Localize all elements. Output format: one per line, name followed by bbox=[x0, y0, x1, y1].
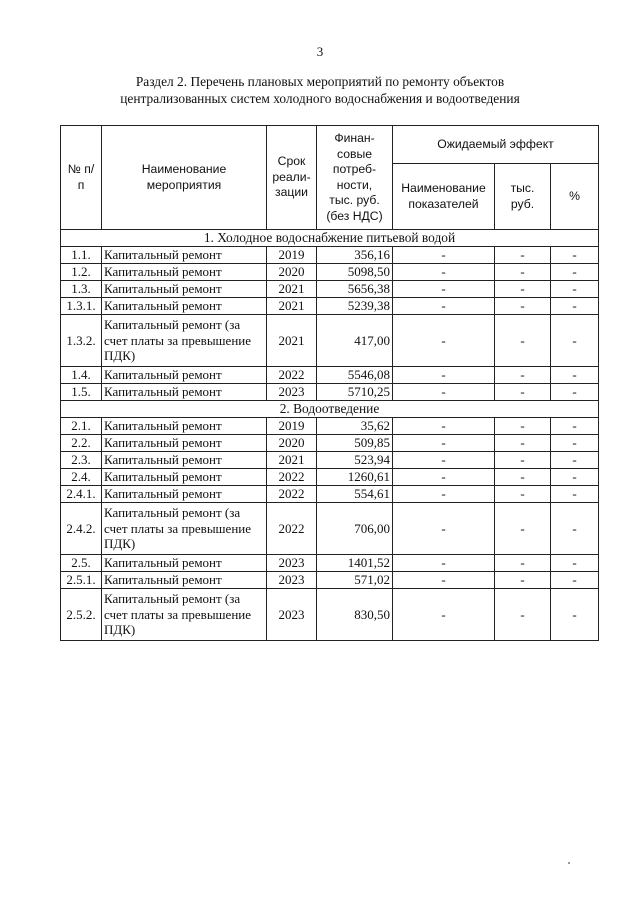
row-cost: 35,62 bbox=[317, 418, 393, 435]
table-row bbox=[61, 281, 599, 298]
row-effect-rub: - bbox=[495, 315, 551, 367]
row-effect-percent: - bbox=[551, 384, 599, 401]
row-cost: 1401,52 bbox=[317, 555, 393, 572]
row-year: 2021 bbox=[267, 281, 317, 298]
row-indicator: - bbox=[393, 367, 495, 384]
row-year: 2023 bbox=[267, 384, 317, 401]
row-indicator: - bbox=[393, 589, 495, 641]
row-effect-percent: - bbox=[551, 469, 599, 486]
row-number: 2.2. bbox=[61, 435, 102, 452]
row-year: 2020 bbox=[267, 264, 317, 281]
row-effect-rub: - bbox=[495, 298, 551, 315]
row-effect-rub: - bbox=[495, 486, 551, 503]
row-year: 2023 bbox=[267, 555, 317, 572]
row-measure-name: Капитальный ремонт (за счет платы за превышение ПДК) bbox=[102, 503, 267, 555]
row-cost: 830,50 bbox=[317, 589, 393, 641]
row-indicator: - bbox=[393, 435, 495, 452]
row-effect-rub: - bbox=[495, 264, 551, 281]
table-row bbox=[61, 452, 599, 469]
table-row bbox=[61, 367, 599, 384]
row-year: 2021 bbox=[267, 315, 317, 367]
section-title-line-2: централизованных систем холодного водоснабжения и водоотведения bbox=[120, 91, 520, 106]
row-indicator: - bbox=[393, 247, 495, 264]
row-cost: 5546,08 bbox=[317, 367, 393, 384]
row-indicator: - bbox=[393, 281, 495, 298]
row-measure-name: Капитальный ремонт bbox=[102, 452, 267, 469]
row-number: 1.5. bbox=[61, 384, 102, 401]
row-effect-rub: - bbox=[495, 589, 551, 641]
row-measure-name: Капитальный ремонт bbox=[102, 486, 267, 503]
row-cost: 554,61 bbox=[317, 486, 393, 503]
row-indicator: - bbox=[393, 452, 495, 469]
row-cost: 571,02 bbox=[317, 572, 393, 589]
row-number: 2.5. bbox=[61, 555, 102, 572]
row-indicator: - bbox=[393, 298, 495, 315]
row-measure-name: Капитальный ремонт bbox=[102, 281, 267, 298]
row-cost: 5098,50 bbox=[317, 264, 393, 281]
row-number: 2.4.2. bbox=[61, 503, 102, 555]
row-number: 1.1. bbox=[61, 247, 102, 264]
row-effect-percent: - bbox=[551, 452, 599, 469]
table-row bbox=[61, 315, 599, 367]
header-name: Наименование мероприятия bbox=[102, 126, 267, 230]
header-indicators: Наименование показателей bbox=[393, 164, 495, 230]
table-row bbox=[61, 264, 599, 281]
page-number: 3 bbox=[316, 44, 324, 59]
row-year: 2022 bbox=[267, 486, 317, 503]
section-heading: 1. Холодное водоснабжение питьевой водой bbox=[61, 230, 599, 247]
header-num: № п/п bbox=[61, 126, 102, 230]
row-indicator: - bbox=[393, 572, 495, 589]
row-effect-rub: - bbox=[495, 367, 551, 384]
row-effect-percent: - bbox=[551, 264, 599, 281]
table-row bbox=[61, 384, 599, 401]
row-effect-rub: - bbox=[495, 418, 551, 435]
row-effect-percent: - bbox=[551, 247, 599, 264]
measures-table bbox=[60, 125, 599, 641]
row-cost: 509,85 bbox=[317, 435, 393, 452]
row-number: 2.5.1. bbox=[61, 572, 102, 589]
header-finance: Финан-совые потреб-ности, тыс. руб. (без НДС) bbox=[317, 126, 393, 230]
row-measure-name: Капитальный ремонт bbox=[102, 264, 267, 281]
row-number: 1.3. bbox=[61, 281, 102, 298]
row-effect-percent: - bbox=[551, 281, 599, 298]
table-row bbox=[61, 572, 599, 589]
row-measure-name: Капитальный ремонт bbox=[102, 367, 267, 384]
row-effect-percent: - bbox=[551, 486, 599, 503]
row-cost: 1260,61 bbox=[317, 469, 393, 486]
row-effect-rub: - bbox=[495, 503, 551, 555]
table-row bbox=[61, 247, 599, 264]
row-year: 2022 bbox=[267, 469, 317, 486]
section-row bbox=[61, 230, 599, 247]
row-effect-percent: - bbox=[551, 589, 599, 641]
row-year: 2022 bbox=[267, 367, 317, 384]
header-expected-effect: Ожидаемый эффект bbox=[393, 126, 599, 164]
row-effect-rub: - bbox=[495, 469, 551, 486]
header-thousand-rub: тыс. руб. bbox=[495, 164, 551, 230]
row-measure-name: Капитальный ремонт bbox=[102, 555, 267, 572]
row-cost: 706,00 bbox=[317, 503, 393, 555]
row-indicator: - bbox=[393, 264, 495, 281]
row-measure-name: Капитальный ремонт bbox=[102, 298, 267, 315]
row-effect-percent: - bbox=[551, 418, 599, 435]
row-effect-percent: - bbox=[551, 367, 599, 384]
row-indicator: - bbox=[393, 315, 495, 367]
row-year: 2022 bbox=[267, 503, 317, 555]
row-effect-percent: - bbox=[551, 315, 599, 367]
row-measure-name: Капитальный ремонт bbox=[102, 572, 267, 589]
row-number: 2.3. bbox=[61, 452, 102, 469]
row-number: 2.4. bbox=[61, 469, 102, 486]
row-measure-name: Капитальный ремонт (за счет платы за превышение ПДК) bbox=[102, 315, 267, 367]
row-effect-percent: - bbox=[551, 298, 599, 315]
row-measure-name: Капитальный ремонт bbox=[102, 247, 267, 264]
row-effect-percent: - bbox=[551, 555, 599, 572]
section-row bbox=[61, 401, 599, 418]
row-year: 2021 bbox=[267, 452, 317, 469]
table-row bbox=[61, 469, 599, 486]
row-indicator: - bbox=[393, 503, 495, 555]
section-title bbox=[60, 73, 580, 107]
row-cost: 523,94 bbox=[317, 452, 393, 469]
row-year: 2021 bbox=[267, 298, 317, 315]
row-effect-rub: - bbox=[495, 555, 551, 572]
table-row bbox=[61, 589, 599, 641]
section-heading: 2. Водоотведение bbox=[61, 401, 599, 418]
row-effect-rub: - bbox=[495, 572, 551, 589]
table-body bbox=[61, 230, 599, 641]
row-number: 2.4.1. bbox=[61, 486, 102, 503]
row-indicator: - bbox=[393, 418, 495, 435]
row-indicator: - bbox=[393, 384, 495, 401]
row-effect-rub: - bbox=[495, 247, 551, 264]
row-effect-percent: - bbox=[551, 435, 599, 452]
row-indicator: - bbox=[393, 555, 495, 572]
table-row bbox=[61, 298, 599, 315]
table-row bbox=[61, 486, 599, 503]
header-percent: % bbox=[551, 164, 599, 230]
row-cost: 5656,38 bbox=[317, 281, 393, 298]
row-effect-rub: - bbox=[495, 384, 551, 401]
table-row bbox=[61, 555, 599, 572]
row-cost: 356,16 bbox=[317, 247, 393, 264]
row-number: 1.4. bbox=[61, 367, 102, 384]
row-measure-name: Капитальный ремонт bbox=[102, 469, 267, 486]
header-term: Срок реали-зации bbox=[267, 126, 317, 230]
row-year: 2019 bbox=[267, 418, 317, 435]
row-indicator: - bbox=[393, 486, 495, 503]
row-number: 1.3.1. bbox=[61, 298, 102, 315]
row-year: 2023 bbox=[267, 572, 317, 589]
row-year: 2020 bbox=[267, 435, 317, 452]
row-number: 1.2. bbox=[61, 264, 102, 281]
row-number: 2.5.2. bbox=[61, 589, 102, 641]
row-measure-name: Капитальный ремонт bbox=[102, 435, 267, 452]
row-measure-name: Капитальный ремонт bbox=[102, 418, 267, 435]
scan-dot bbox=[568, 862, 570, 864]
row-effect-percent: - bbox=[551, 503, 599, 555]
row-indicator: - bbox=[393, 469, 495, 486]
row-year: 2023 bbox=[267, 589, 317, 641]
row-cost: 5710,25 bbox=[317, 384, 393, 401]
table-row bbox=[61, 418, 599, 435]
row-cost: 417,00 bbox=[317, 315, 393, 367]
table-row bbox=[61, 503, 599, 555]
row-measure-name: Капитальный ремонт (за счет платы за превышение ПДК) bbox=[102, 589, 267, 641]
row-cost: 5239,38 bbox=[317, 298, 393, 315]
row-number: 1.3.2. bbox=[61, 315, 102, 367]
section-title-line-1: Раздел 2. Перечень плановых мероприятий по ремонту объектов bbox=[135, 74, 505, 89]
row-year: 2019 bbox=[267, 247, 317, 264]
row-number: 2.1. bbox=[61, 418, 102, 435]
row-effect-rub: - bbox=[495, 281, 551, 298]
row-effect-rub: - bbox=[495, 452, 551, 469]
row-measure-name: Капитальный ремонт bbox=[102, 384, 267, 401]
row-effect-rub: - bbox=[495, 435, 551, 452]
table-row bbox=[61, 435, 599, 452]
row-effect-percent: - bbox=[551, 572, 599, 589]
